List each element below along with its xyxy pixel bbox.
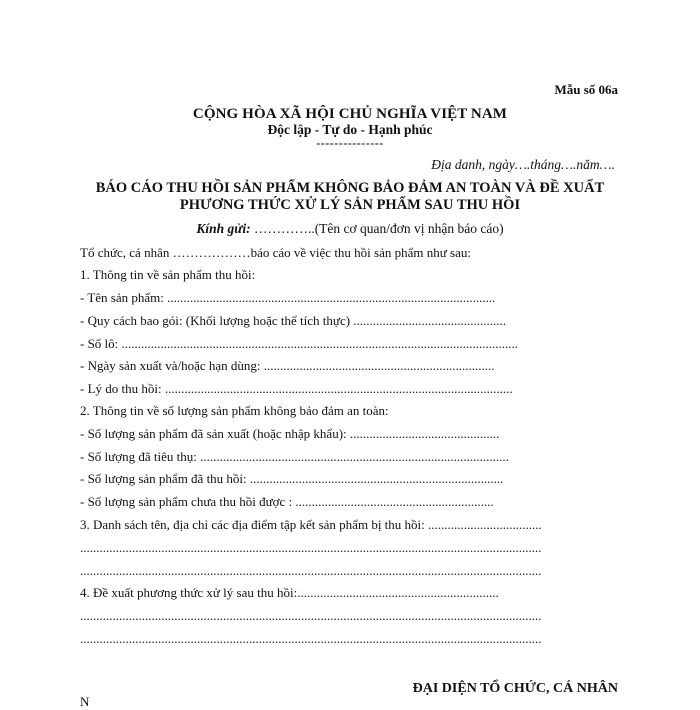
section-4-heading: 4. Đề xuất phương thức xử lý sau thu hồi:.............................................................. [80,585,499,600]
greeting-label: Kính gửi: [196,221,251,236]
product-name-line: - Tên sản phẩm: ..................................................................................................... [80,290,496,305]
signature-heading: ĐẠI DIỆN TỔ CHỨC, CÁ NHÂN [412,681,618,696]
dotted-line: .............................................................................................................................................. [80,631,542,646]
cut-off-text: N [80,694,90,709]
place-date: Địa danh, ngày….tháng….năm…. [431,157,615,172]
recall-reason-line: - Lý do thu hồi: ........................................................................................................... [80,381,513,396]
form-number: Mẫu số 06a [554,82,618,97]
dotted-line: .............................................................................................................................................. [80,540,542,555]
report-title [0,180,700,214]
section-2-heading: 2. Thông tin về số lượng sản phẩm không bảo đảm an toàn: [80,403,389,418]
section-3-heading: 3. Danh sách tên, địa chỉ các địa điểm tập kết sản phẩm bị thu hồi: ................................... [80,517,542,532]
recalled-quantity-line: - Số lượng sản phẩm đã thu hồi: .............................................................................. [80,471,504,486]
report-title-line-1: BÁO CÁO THU HỒI SẢN PHẨM KHÔNG BẢO ĐẢM AN TOÀN VÀ ĐỀ XUẤT [95,180,605,196]
national-title: CỘNG HÒA XÃ HỘI CHỦ NGHĨA VIỆT NAM [192,106,508,122]
report-title-line-2: PHƯƠNG THỨC XỬ LÝ SẢN PHẨM SAU THU HỒI [179,197,521,213]
greeting [0,221,700,237]
section-1-heading: 1. Thông tin về sản phẩm thu hồi: [80,267,256,282]
dotted-line: .............................................................................................................................................. [80,563,542,578]
unrecalled-quantity-line: - Số lượng sản phẩm chưa thu hồi được : ............................................................. [80,494,494,509]
consumed-quantity-line: - Số lượng đã tiêu thụ: ............................................................................................... [80,449,509,464]
greeting-recipient: …………..(Tên cơ quan/đơn vị nhận báo cáo) [250,221,504,236]
motto-separator: --------------- [316,136,384,150]
produced-quantity-line: - Số lượng sản phẩm đã sản xuất (hoặc nhập khẩu): .............................................. [80,426,500,441]
national-motto: Độc lập - Tự do - Hạnh phúc [267,122,433,137]
production-date-line: - Ngày sản xuất và/hoặc hạn dùng: ....................................................................... [80,358,495,373]
packaging-line: - Quy cách bao gói: (Khối lượng hoặc thể tích thực) ............................................... [80,313,507,328]
lot-number-line: - Số lô: .......................................................................................................................... [80,336,519,351]
body-line: Tổ chức, cá nhân ………………báo cáo về việc thu hồi sản phẩm như sau: [80,245,471,260]
dotted-line: .............................................................................................................................................. [80,608,542,623]
